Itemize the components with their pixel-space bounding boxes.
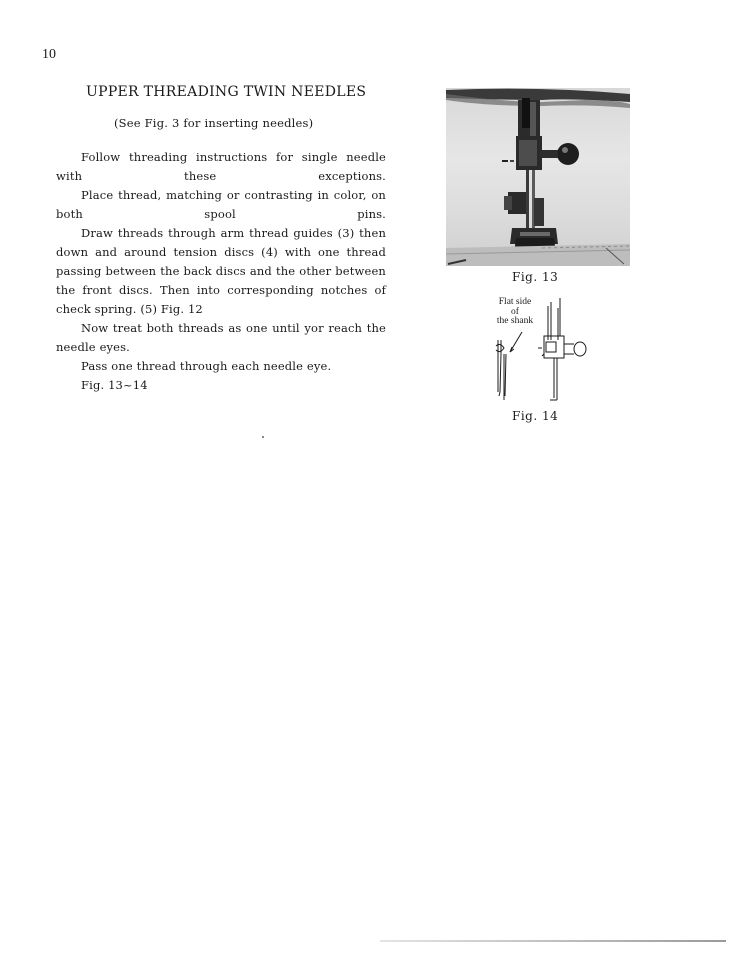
paragraph-spool-pins: Place thread, matching or contrasting in color, on both spool pins.: [56, 188, 386, 221]
paragraph-each-eye: Pass one thread through each needle eye.: [81, 359, 332, 373]
section-title: UPPER THREADING TWIN NEEDLES: [86, 84, 367, 100]
paragraph-exceptions: Follow threading instructions for single needle with these exceptions.: [56, 150, 386, 183]
paragraph-figure-ref: Fig. 13~14: [81, 378, 148, 392]
paragraph-needle-eyes: Now treat both threads as one until yor reach the needle eyes.: [56, 321, 386, 354]
flat-side-label-line: of: [511, 306, 519, 317]
flat-side-label-line: the shank: [496, 316, 534, 326]
footer-rule: [380, 940, 726, 942]
page-number: 10: [42, 47, 56, 62]
fig13-photo: [446, 88, 630, 266]
fig14-caption: Fig. 14: [512, 409, 559, 423]
section-subtitle: (See Fig. 3 for inserting needles): [114, 116, 314, 130]
fig13-caption: Fig. 13: [512, 270, 559, 284]
fig14-diagram: [488, 296, 598, 404]
flat-side-label-line: Flat side: [498, 297, 532, 307]
instructions-body: [56, 148, 386, 395]
paragraph-thread-guides: Draw threads through arm thread guides (3) then down and around tension discs (4) with one thread passing between the back discs and the other between the front discs. Then into corresponding notches of check spring. (5) Fig. 12: [56, 226, 386, 316]
stray-mark: [262, 436, 264, 438]
